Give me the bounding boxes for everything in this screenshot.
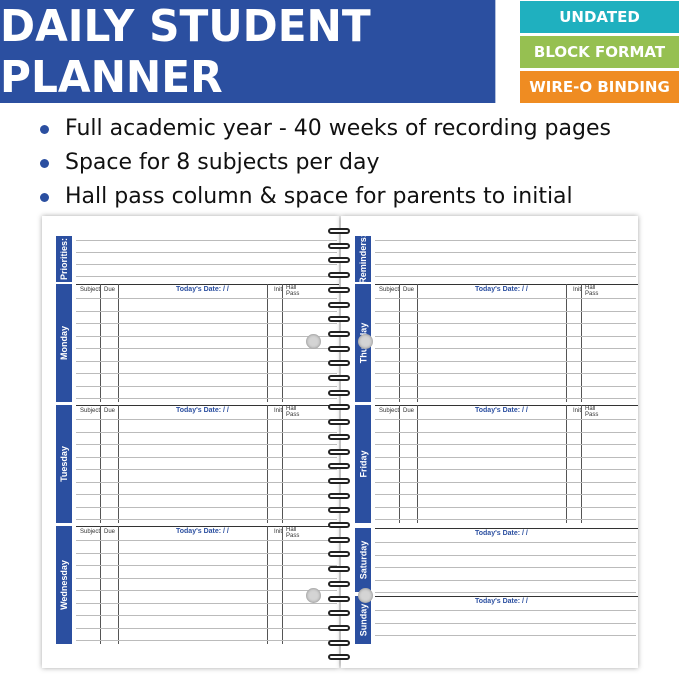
ruled-line	[76, 398, 337, 399]
ruled-line	[76, 628, 337, 629]
col-init: Init	[274, 408, 283, 414]
wire-o-ring	[328, 404, 350, 410]
ruled-line	[375, 264, 636, 265]
wire-o-ring	[328, 331, 350, 337]
wire-o-ring	[328, 449, 350, 455]
ruled-line	[375, 336, 636, 337]
ruled-line	[375, 323, 636, 324]
ruled-line	[76, 494, 337, 495]
todays-date-label: Today's Date: / /	[176, 407, 229, 414]
tag-block-format: BLOCK FORMAT	[520, 36, 679, 68]
col-subject: Subject	[80, 529, 101, 535]
ruled-line	[76, 540, 337, 541]
right-page	[341, 216, 638, 668]
feature-item: Space for 8 subjects per day	[40, 146, 611, 180]
ruled-line	[76, 276, 337, 277]
ruled-line	[375, 507, 636, 508]
ruled-line	[76, 615, 337, 616]
column-divider	[417, 284, 418, 402]
col-due: Due	[403, 408, 415, 414]
ruled-line	[375, 398, 636, 399]
ruled-line	[76, 323, 337, 324]
ruled-line	[375, 419, 636, 420]
column-divider	[566, 405, 567, 523]
col-init: Init	[274, 287, 283, 293]
wire-o-ring	[328, 228, 350, 234]
day-header	[76, 526, 339, 540]
col-subject: Subject	[379, 408, 400, 414]
ruled-line	[76, 311, 337, 312]
column-divider	[581, 405, 582, 523]
wire-o-ring	[328, 625, 350, 631]
wire-o-ring	[328, 640, 350, 646]
ruled-line	[76, 336, 337, 337]
ruled-line	[76, 432, 337, 433]
day-header	[375, 596, 638, 610]
ruled-line	[76, 298, 337, 299]
ruled-line	[76, 252, 337, 253]
column-divider	[399, 405, 400, 523]
day-header	[76, 405, 339, 419]
ruled-line	[375, 432, 636, 433]
col-init: Init	[274, 529, 283, 535]
wire-o-ring	[328, 287, 350, 293]
col-hall: Hall Pass	[585, 285, 599, 297]
ruled-line	[76, 386, 337, 387]
todays-date-label: Today's Date: / /	[176, 528, 229, 535]
wire-o-ring	[328, 390, 350, 396]
col-due: Due	[104, 408, 116, 414]
feature-item: Hall pass column & space for parents to initial	[40, 180, 611, 214]
ruled-line	[76, 373, 337, 374]
wire-o-ring	[328, 566, 350, 572]
ruled-line	[375, 361, 636, 362]
day-header	[375, 284, 638, 298]
column-divider	[118, 284, 119, 402]
column-divider	[282, 526, 283, 644]
column-divider	[581, 284, 582, 402]
ruled-line	[375, 311, 636, 312]
col-hall: Hall Pass	[286, 527, 300, 539]
feature-item: Full academic year - 40 weeks of recording pages	[40, 112, 611, 146]
bullet-icon	[40, 193, 49, 202]
wire-o-ring	[328, 375, 350, 381]
day-tab: Friday	[355, 405, 371, 523]
ruled-line	[375, 373, 636, 374]
wire-o-ring	[328, 610, 350, 616]
ruled-line	[375, 457, 636, 458]
wire-o-ring	[328, 346, 350, 352]
bullet-icon	[40, 125, 49, 134]
wire-o-ring	[328, 537, 350, 543]
ruled-line	[375, 567, 636, 568]
col-hall: Hall Pass	[286, 285, 300, 297]
day-header	[375, 528, 638, 542]
wire-o-ring	[328, 493, 350, 499]
ruled-line	[375, 623, 636, 624]
day-header	[76, 284, 339, 298]
ruled-line	[76, 603, 337, 604]
wire-o-ring	[328, 581, 350, 587]
day-tab: Sunday	[355, 596, 371, 644]
todays-date-label: Today's Date: / /	[475, 530, 528, 537]
todays-date-label: Today's Date: / /	[176, 286, 229, 293]
ruled-line	[375, 555, 636, 556]
ruled-line	[76, 348, 337, 349]
ruled-line	[76, 590, 337, 591]
col-subject: Subject	[379, 287, 400, 293]
ruled-line	[375, 298, 636, 299]
col-subject: Subject	[80, 408, 101, 414]
day-tab: Priorities:	[56, 236, 72, 282]
punch-hole	[358, 334, 373, 349]
col-due: Due	[403, 287, 415, 293]
col-hall: Hall Pass	[286, 406, 300, 418]
col-due: Due	[104, 287, 116, 293]
ruled-line	[375, 386, 636, 387]
column-divider	[282, 284, 283, 402]
ruled-line	[76, 553, 337, 554]
ruled-line	[375, 276, 636, 277]
ruled-line	[76, 264, 337, 265]
ruled-line	[76, 640, 337, 641]
column-divider	[100, 284, 101, 402]
ruled-line	[76, 240, 337, 241]
bullet-icon	[40, 159, 49, 168]
wire-o-ring	[328, 360, 350, 366]
ruled-line	[76, 482, 337, 483]
wire-o-ring	[328, 419, 350, 425]
day-header	[375, 405, 638, 419]
ruled-line	[375, 252, 636, 253]
column-divider	[267, 526, 268, 644]
ruled-line	[375, 482, 636, 483]
ruled-line	[375, 580, 636, 581]
wire-o-ring	[328, 463, 350, 469]
wire-o-ring	[328, 478, 350, 484]
todays-date-label: Today's Date: / /	[475, 598, 528, 605]
ruled-line	[76, 565, 337, 566]
ruled-line	[375, 494, 636, 495]
wire-o-ring	[328, 243, 350, 249]
ruled-line	[375, 240, 636, 241]
planner-image	[42, 216, 638, 668]
ruled-line	[76, 469, 337, 470]
ruled-line	[375, 444, 636, 445]
ruled-line	[76, 419, 337, 420]
day-tab: Reminders:	[355, 236, 371, 282]
ruled-line	[76, 519, 337, 520]
day-tab: Saturday	[355, 528, 371, 592]
ruled-line	[375, 592, 636, 593]
column-divider	[417, 405, 418, 523]
wire-o-ring	[328, 596, 350, 602]
ruled-line	[76, 578, 337, 579]
wire-o-ring	[328, 257, 350, 263]
feature-list	[40, 112, 611, 214]
todays-date-label: Today's Date: / /	[475, 286, 528, 293]
column-divider	[100, 526, 101, 644]
wire-o-ring	[328, 551, 350, 557]
todays-date-label: Today's Date: / /	[475, 407, 528, 414]
ruled-line	[76, 444, 337, 445]
wire-o-ring	[328, 522, 350, 528]
ruled-line	[375, 469, 636, 470]
tag-wire-o-binding: WIRE-O BINDING	[520, 71, 679, 103]
ruled-line	[375, 542, 636, 543]
wire-o-ring	[328, 507, 350, 513]
tag-undated: UNDATED	[520, 1, 679, 33]
column-divider	[118, 405, 119, 523]
column-divider	[118, 526, 119, 644]
wire-o-ring	[328, 654, 350, 660]
page-title: DAILY STUDENT PLANNER	[0, 0, 495, 103]
day-tab: Wednesday	[56, 526, 72, 644]
ruled-line	[76, 507, 337, 508]
column-divider	[267, 284, 268, 402]
column-divider	[267, 405, 268, 523]
day-tab: Monday	[56, 284, 72, 402]
column-divider	[399, 284, 400, 402]
wire-o-ring	[328, 302, 350, 308]
col-init: Init	[573, 287, 582, 293]
ruled-line	[375, 610, 636, 611]
ruled-line	[375, 519, 636, 520]
column-divider	[100, 405, 101, 523]
punch-hole	[358, 588, 373, 603]
ruled-line	[76, 457, 337, 458]
day-tab: Tuesday	[56, 405, 72, 523]
ruled-line	[76, 361, 337, 362]
wire-o-ring	[328, 272, 350, 278]
column-divider	[282, 405, 283, 523]
ruled-line	[375, 635, 636, 636]
left-page	[42, 216, 339, 668]
col-subject: Subject	[80, 287, 101, 293]
wire-o-ring	[328, 434, 350, 440]
column-divider	[566, 284, 567, 402]
col-due: Due	[104, 529, 116, 535]
punch-hole	[306, 588, 321, 603]
punch-hole	[306, 334, 321, 349]
wire-o-ring	[328, 316, 350, 322]
col-hall: Hall Pass	[585, 406, 599, 418]
col-init: Init	[573, 408, 582, 414]
ruled-line	[375, 348, 636, 349]
